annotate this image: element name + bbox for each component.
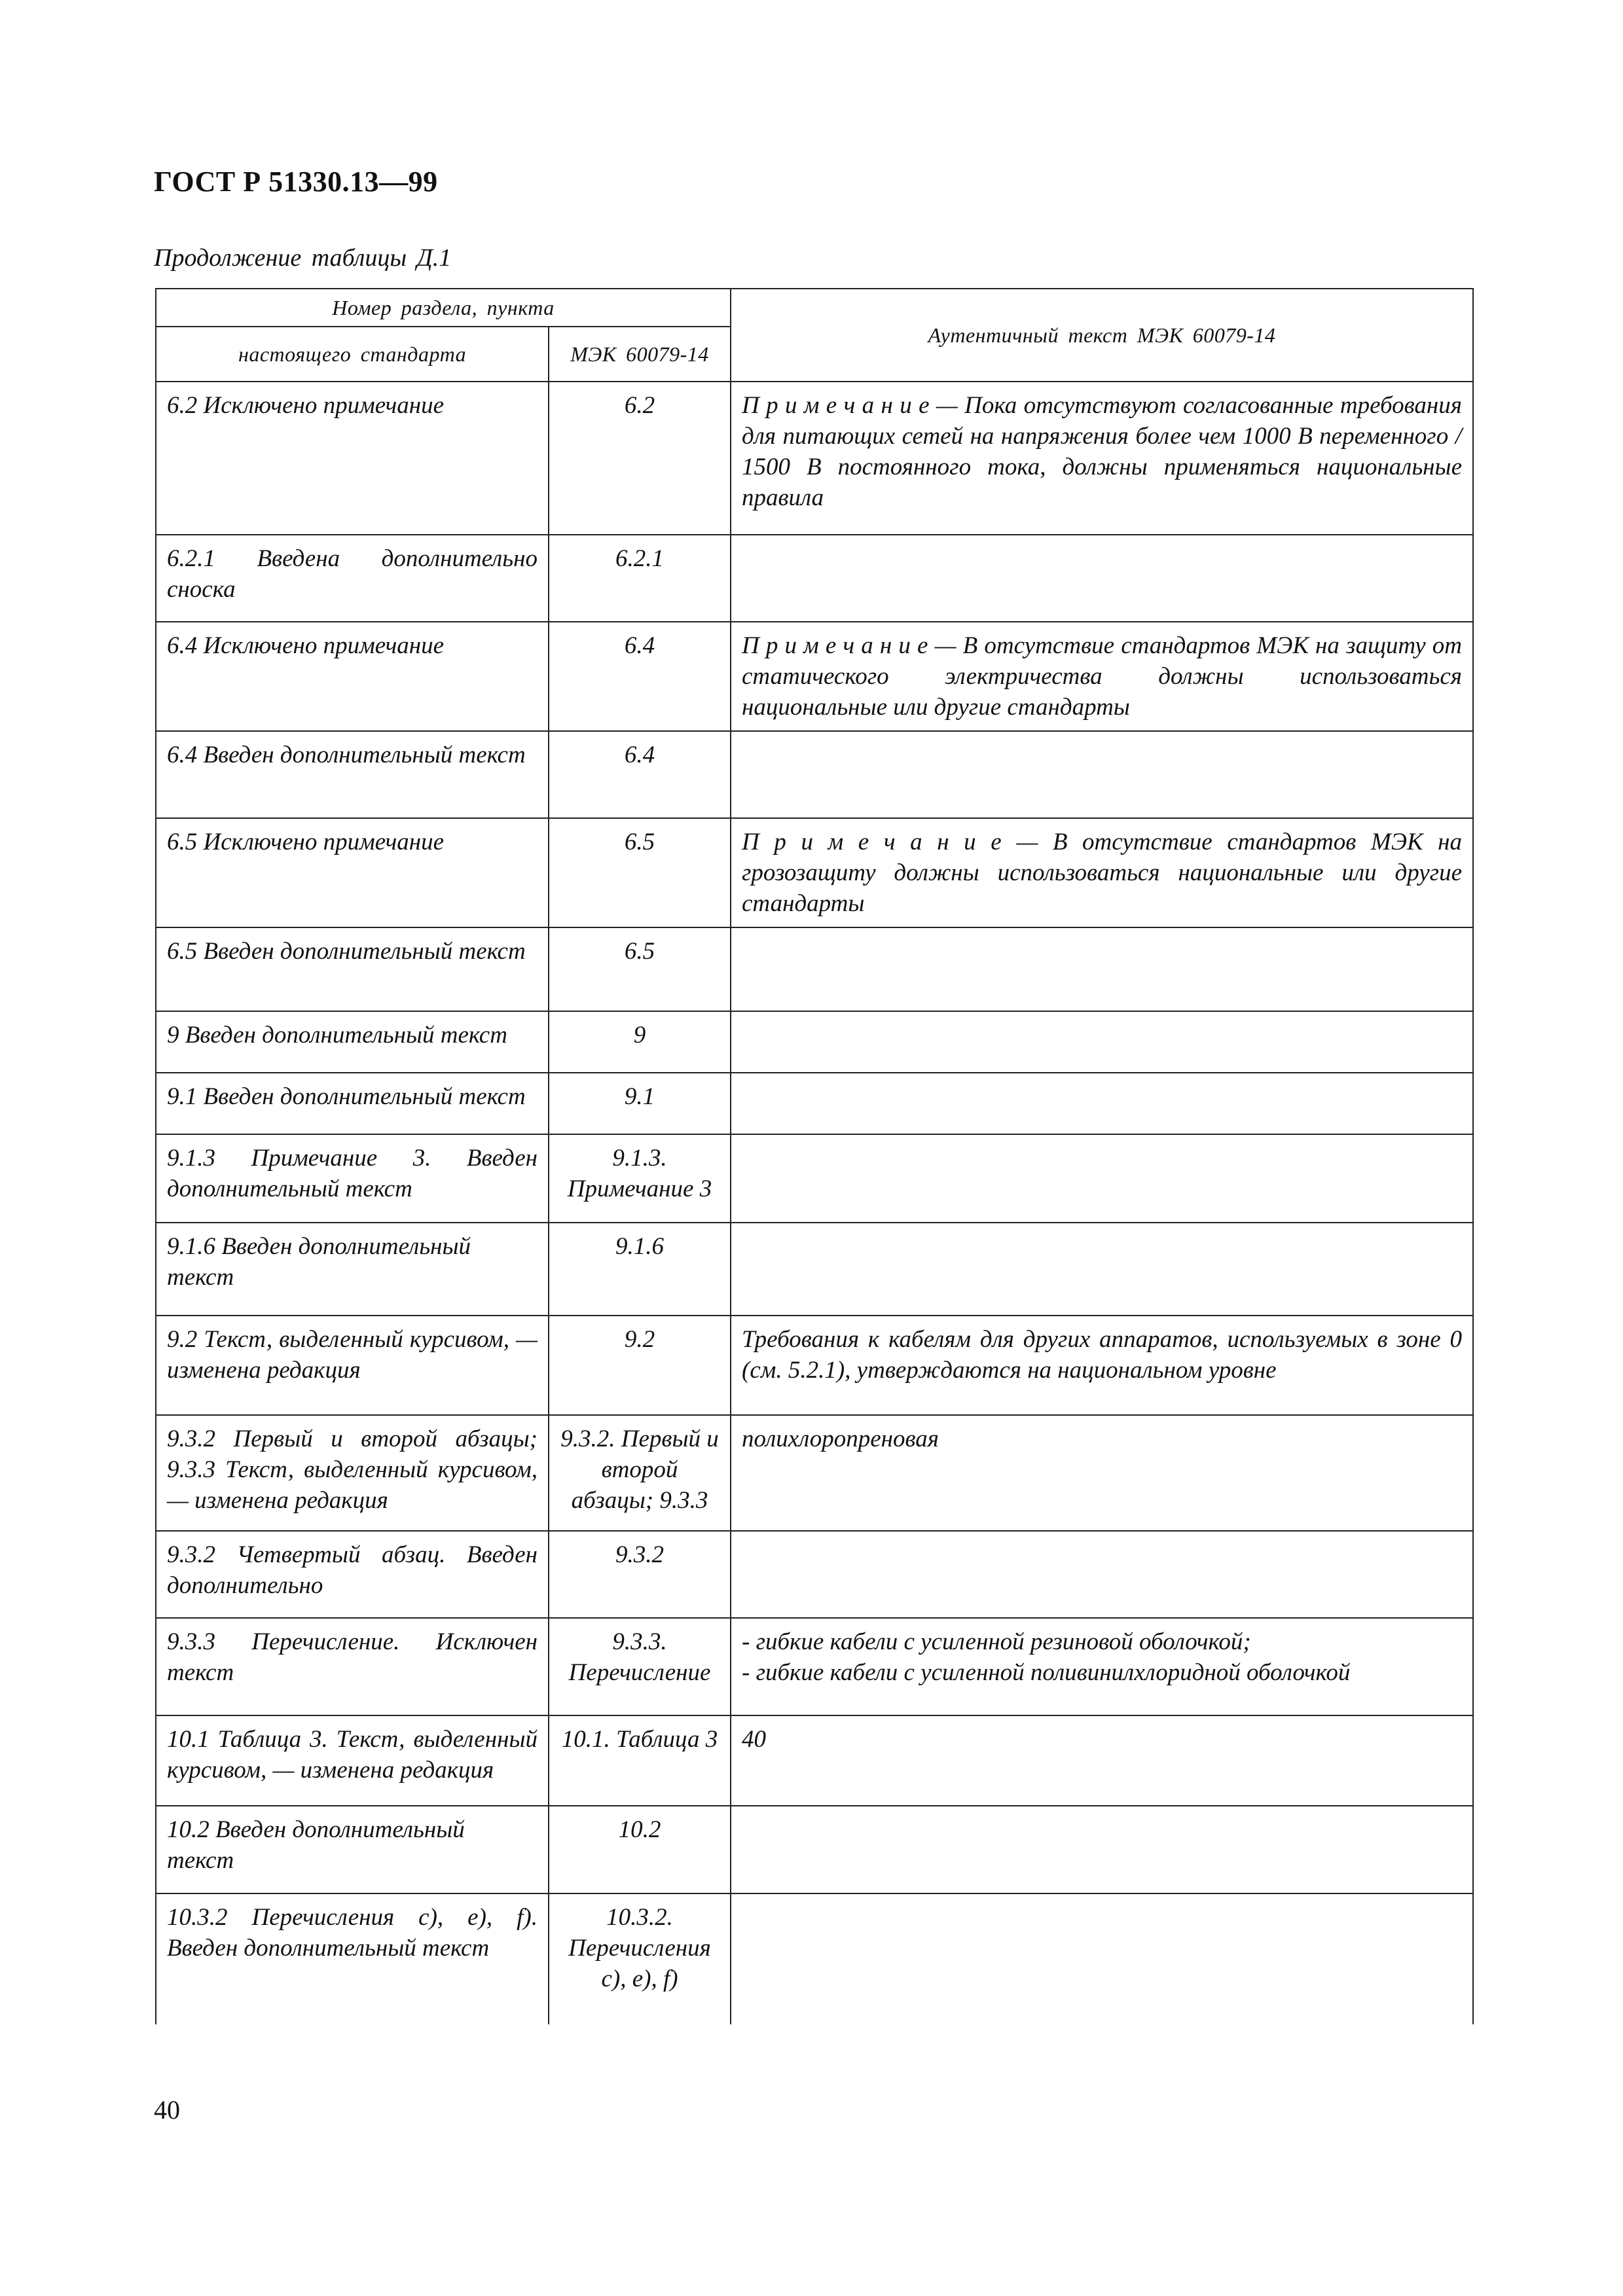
table-body bbox=[156, 382, 1473, 2024]
cell-iec-clause: 9.1.6 bbox=[549, 1223, 731, 1316]
comparison-table bbox=[155, 288, 1474, 2024]
cell-iec-clause: 6.2 bbox=[549, 382, 731, 535]
cell-iec-clause: 10.3.2. Перечисления с), е), f) bbox=[549, 1893, 731, 2024]
cell-iec-clause: 9.3.2. Первый и второй абзацы; 9.3.3 bbox=[549, 1415, 731, 1531]
table-row bbox=[156, 1415, 1473, 1531]
cell-iec-clause: 10.1. Таблица 3 bbox=[549, 1715, 731, 1806]
cell-iec-clause: 9 bbox=[549, 1011, 731, 1073]
cell-iec-clause: 9.2 bbox=[549, 1316, 731, 1415]
table-row bbox=[156, 1618, 1473, 1715]
table-row bbox=[156, 927, 1473, 1011]
cell-iec-clause: 6.5 bbox=[549, 818, 731, 927]
cell-iec-clause: 9.3.3. Перечисление bbox=[549, 1618, 731, 1715]
table-row bbox=[156, 1134, 1473, 1223]
cell-this-standard: 10.2 Введен дополнительный текст bbox=[156, 1806, 549, 1893]
table-row bbox=[156, 535, 1473, 622]
note-label: П р и м е ч а н и е bbox=[742, 829, 1002, 855]
table-row bbox=[156, 382, 1473, 535]
header-authentic-text: Аутентичный текст МЭК 60079-14 bbox=[731, 289, 1473, 382]
cell-authentic-text: Требования к кабелям для других аппаратов, используемых в зоне 0 (см. 5.2.1), утверждаются на национальном уровне bbox=[731, 1316, 1473, 1415]
table-row bbox=[156, 1223, 1473, 1316]
note-label: П р и м е ч а н и е bbox=[742, 632, 928, 659]
cell-iec-clause: 6.4 bbox=[549, 622, 731, 731]
cell-authentic-text: полихлоропреновая bbox=[731, 1415, 1473, 1531]
cell-this-standard: 6.2.1 Введена дополнительно сноска bbox=[156, 535, 549, 622]
cell-authentic-text bbox=[731, 535, 1473, 622]
cell-this-standard: 6.5 Исключено примечание bbox=[156, 818, 549, 927]
note-text: — В отсутствие стандартов МЭК на грозозащиту должны использоваться национальные или другие стандарты bbox=[742, 829, 1462, 917]
cell-this-standard: 9.2 Текст, выделенный курсивом, — изменена редакция bbox=[156, 1316, 549, 1415]
cell-authentic-text bbox=[731, 1531, 1473, 1618]
table-row bbox=[156, 731, 1473, 818]
cell-authentic-text: 40 bbox=[731, 1715, 1473, 1806]
cell-authentic-text bbox=[731, 382, 1473, 535]
cell-this-standard: 6.4 Введен дополнительный текст bbox=[156, 731, 549, 818]
table-caption: Продолжение таблицы Д.1 bbox=[154, 244, 452, 272]
cell-this-standard: 9.1.3 Примечание 3. Введен дополнительный текст bbox=[156, 1134, 549, 1223]
cell-authentic-text bbox=[731, 1806, 1473, 1893]
cell-this-standard: 9.1 Введен дополнительный текст bbox=[156, 1073, 549, 1134]
cell-this-standard: 6.2 Исключено примечание bbox=[156, 382, 549, 535]
header-group-cell: Номер раздела, пункта bbox=[156, 289, 731, 327]
cell-iec-clause: 6.4 bbox=[549, 731, 731, 818]
cell-iec-clause: 6.2.1 bbox=[549, 535, 731, 622]
header-this-standard: настоящего стандарта bbox=[156, 327, 549, 382]
cell-authentic-text bbox=[731, 1893, 1473, 2024]
cell-this-standard: 9.1.6 Введен дополнительный текст bbox=[156, 1223, 549, 1316]
cell-authentic-text bbox=[731, 1134, 1473, 1223]
table-row bbox=[156, 1531, 1473, 1618]
cell-authentic-text bbox=[731, 1011, 1473, 1073]
table-header-row bbox=[156, 289, 1473, 327]
table-row bbox=[156, 1806, 1473, 1893]
header-iec: МЭК 60079-14 bbox=[549, 327, 731, 382]
table-row bbox=[156, 1011, 1473, 1073]
cell-authentic-text bbox=[731, 731, 1473, 818]
cell-this-standard: 9.3.2 Четвертый абзац. Введен дополнительно bbox=[156, 1531, 549, 1618]
table-row bbox=[156, 818, 1473, 927]
cell-this-standard: 10.3.2 Перечисления с), е), f). Введен дополнительный текст bbox=[156, 1893, 549, 2024]
cell-iec-clause: 6.5 bbox=[549, 927, 731, 1011]
table-row bbox=[156, 1715, 1473, 1806]
cell-this-standard: 10.1 Таблица 3. Текст, выделенный курсивом, — изменена редакция bbox=[156, 1715, 549, 1806]
cell-authentic-text bbox=[731, 1073, 1473, 1134]
table-row bbox=[156, 1316, 1473, 1415]
cell-authentic-text bbox=[731, 818, 1473, 927]
table-row bbox=[156, 1073, 1473, 1134]
cell-this-standard: 6.5 Введен дополнительный текст bbox=[156, 927, 549, 1011]
cell-authentic-text bbox=[731, 622, 1473, 731]
table-row bbox=[156, 622, 1473, 731]
note-text: — В отсутствие стандартов МЭК на защиту от статического электричества должны использоваться национальные или другие стандарты bbox=[742, 632, 1463, 721]
cell-iec-clause: 9.1 bbox=[549, 1073, 731, 1134]
cell-iec-clause: 9.3.2 bbox=[549, 1531, 731, 1618]
cell-this-standard: 9.3.2 Первый и второй абзацы; 9.3.3 Текст, выделенный курсивом, — изменена редакция bbox=[156, 1415, 549, 1531]
page-number: 40 bbox=[154, 2095, 180, 2125]
cell-iec-clause: 10.2 bbox=[549, 1806, 731, 1893]
cell-iec-clause: 9.1.3. Примечание 3 bbox=[549, 1134, 731, 1223]
table-row bbox=[156, 1893, 1473, 2024]
cell-this-standard: 6.4 Исключено примечание bbox=[156, 622, 549, 731]
cell-authentic-text bbox=[731, 1223, 1473, 1316]
cell-authentic-text: - гибкие кабели с усиленной резиновой оболочкой; - гибкие кабели с усиленной поливинилхлоридной оболочкой bbox=[731, 1618, 1473, 1715]
cell-authentic-text bbox=[731, 927, 1473, 1011]
note-label: П р и м е ч а н и е bbox=[742, 392, 930, 419]
cell-this-standard: 9 Введен дополнительный текст bbox=[156, 1011, 549, 1073]
document-header: ГОСТ Р 51330.13—99 bbox=[154, 166, 438, 198]
note-text: — Пока отсутствуют согласованные требования для питающих сетей на напряжения более чем 1000 В переменного / 1500 В постоянного тока, должны применяться национальные правила bbox=[742, 392, 1462, 511]
cell-this-standard: 9.3.3 Перечисление. Исключен текст bbox=[156, 1618, 549, 1715]
